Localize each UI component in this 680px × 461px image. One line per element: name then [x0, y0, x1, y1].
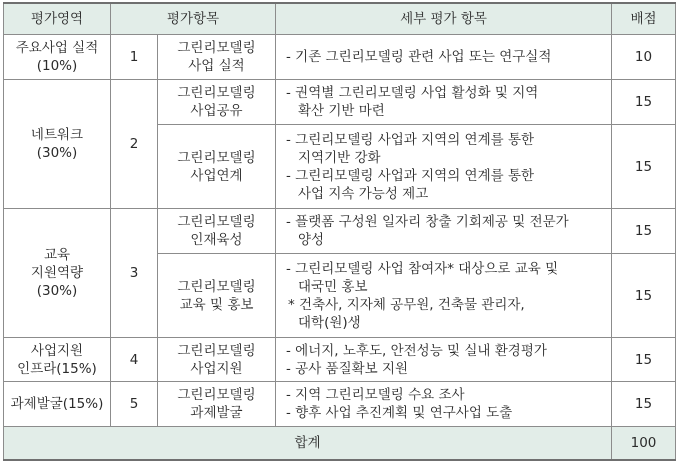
area-label: 과제발굴(15%)	[10, 396, 104, 412]
area-weight: 인프라(15%)	[17, 360, 97, 377]
score-cell: 15	[612, 209, 676, 254]
header-item: 평가항목	[111, 3, 276, 35]
item-name-line1: 그린리모델링	[177, 85, 256, 101]
score-cell: 10	[612, 35, 676, 80]
number-cell: 3	[111, 209, 158, 338]
item-name-line2: 과제발굴	[190, 405, 243, 421]
table-row	[4, 338, 676, 382]
area-weight: (30%)	[36, 283, 78, 299]
item-name-line1: 그린리모델링	[177, 342, 256, 359]
area-cell	[4, 209, 111, 338]
score-cell: 15	[612, 382, 676, 427]
detail-cell	[276, 125, 612, 209]
detail-line-cont: 확산 기반 마련	[298, 103, 385, 119]
item-cell	[158, 80, 276, 125]
score-cell: 15	[612, 338, 676, 382]
item-cell	[158, 254, 276, 338]
item-name-line1: 그린리모델링	[177, 149, 256, 166]
area-cell	[4, 382, 111, 427]
detail-line: - 에너지, 노후도, 안전성능 및 실내 환경평가	[286, 342, 547, 359]
area-weight: (30%)	[36, 145, 78, 161]
item-cell	[158, 209, 276, 254]
area-cell	[4, 338, 111, 382]
number-cell: 2	[111, 80, 158, 209]
item-cell	[158, 382, 276, 427]
table-row	[4, 80, 676, 125]
table-row	[4, 382, 676, 427]
item-name-line2: 사업 실적	[188, 58, 245, 74]
detail-note: * 건축사, 지자체 공무원, 건축물 관리자,	[288, 296, 525, 313]
detail-line-cont: 양성	[298, 232, 325, 248]
number-cell: 4	[111, 338, 158, 382]
area-label: 교육	[43, 247, 71, 263]
item-cell	[158, 125, 276, 209]
detail-cell	[276, 382, 612, 427]
detail-cell	[276, 209, 612, 254]
item-name-line2: 사업공유	[190, 103, 243, 119]
area-cell	[4, 35, 111, 80]
detail-cell	[276, 35, 612, 80]
detail-line: - 공사 품질확보 지원	[286, 360, 409, 377]
detail-line: - 그린리모델링 사업과 지역의 연계를 통한	[286, 131, 535, 148]
number-cell: 1	[111, 35, 158, 80]
detail-line-cont: 지역기반 강화	[298, 149, 381, 166]
area-label: 주요사업 실적	[15, 40, 99, 56]
detail-line: - 플랫폼 구성원 일자리 창출 기회제공 및 전문가	[286, 214, 569, 230]
total-row	[4, 427, 676, 461]
detail-line: - 지역 그린리모델링 수요 조사	[286, 387, 465, 403]
item-name-line2: 인재육성	[190, 232, 243, 248]
detail-line-cont: 대국민 홍보	[298, 278, 368, 295]
evaluation-table-container	[3, 2, 675, 461]
score-cell: 15	[612, 80, 676, 125]
table-row	[4, 209, 676, 254]
area-label-line2: 지원역량	[30, 265, 84, 281]
detail-cell	[276, 80, 612, 125]
item-cell	[158, 35, 276, 80]
area-weight: (10%)	[36, 58, 78, 74]
item-name-line1: 그린리모델링	[177, 214, 256, 230]
score-cell: 15	[612, 254, 676, 338]
score-cell: 15	[612, 125, 676, 209]
header-detail: 세부 평가 항목	[276, 3, 612, 35]
table-row	[4, 35, 676, 80]
header-row	[4, 3, 676, 35]
detail-cell	[276, 254, 612, 338]
item-name-line2: 교육 및 홍보	[179, 296, 254, 313]
number-cell: 5	[111, 382, 158, 427]
total-label: 합계	[4, 427, 612, 461]
area-label: 네트워크	[30, 127, 84, 143]
area-cell	[4, 80, 111, 209]
item-name-line2: 사업지원	[190, 360, 243, 377]
header-area: 평가영역	[4, 3, 111, 35]
evaluation-table	[3, 2, 676, 461]
detail-line: - 그린리모델링 사업과 지역의 연계를 통한	[286, 167, 535, 184]
item-name-line2: 사업연계	[190, 167, 243, 184]
area-label: 사업지원	[30, 342, 84, 359]
detail-line: - 향후 사업 추진계획 및 연구사업 도출	[286, 405, 513, 421]
total-score: 100	[612, 427, 676, 461]
detail-line-cont: 사업 지속 가능성 제고	[298, 185, 429, 202]
header-score: 배점	[612, 3, 676, 35]
detail-line: - 그린리모델링 사업 참여자* 대상으로 교육 및	[286, 260, 559, 277]
item-name-line1: 그린리모델링	[177, 40, 256, 56]
item-name-line1: 그린리모델링	[177, 387, 256, 403]
item-cell	[158, 338, 276, 382]
detail-line: - 권역별 그린리모델링 사업 활성화 및 지역	[286, 85, 539, 101]
detail-note-cont: 대학(원)생	[298, 314, 361, 331]
detail-cell	[276, 338, 612, 382]
detail-line: - 기존 그린리모델링 관련 사업 또는 연구실적	[286, 49, 552, 65]
item-name-line1: 그린리모델링	[177, 278, 256, 295]
